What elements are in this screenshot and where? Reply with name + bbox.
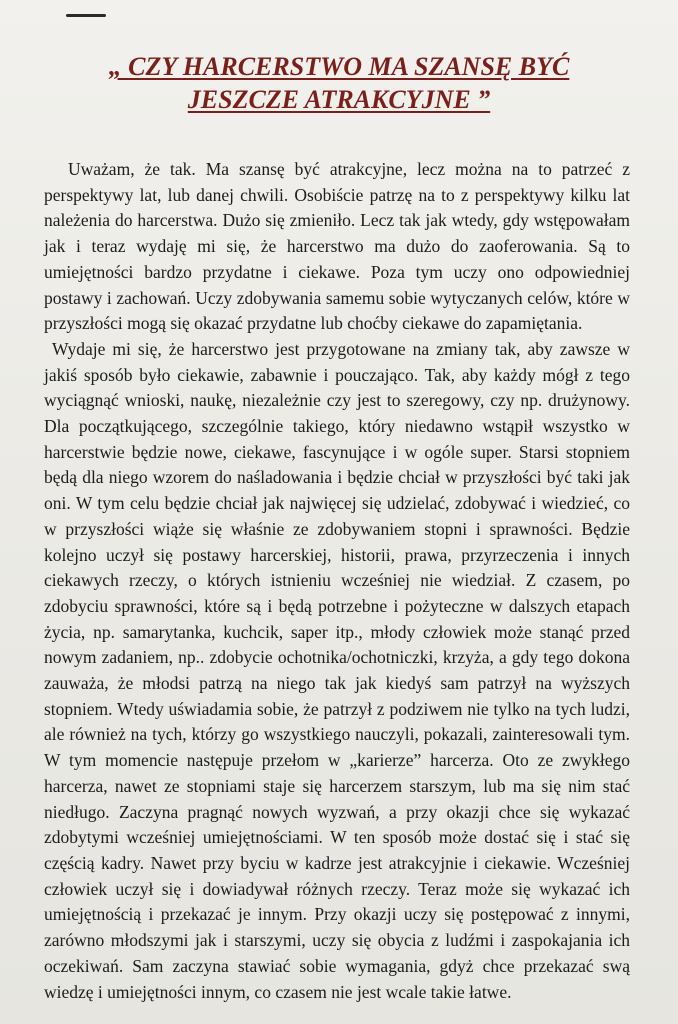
title-line-1: „ CZY HARCERSTWO MA SZANSĘ BYĆ — [108, 52, 570, 81]
title-line-2: JESZCZE ATRAKCYJNE ” — [187, 85, 491, 114]
paragraph: Uważam, że tak. Ma szansę być atrakcyjne, lecz można na to patrzeć z perspektywy lat, lub danej chwili. Osobiście patrzę na to z perspektywy kilku lat należenia do harcerstwa. Dużo się zmieniło. Lecz tak jak wtedy, gdy wstępowałam jak i teraz wydaję mi się, że harcerstwo ma dużo do zaoferowania. Są to umiejętności bardzo przydatne i ciekawe. Poza tym uczy ono odpowiedniej postawy i zachowań. Uczy zdobywania samemu sobie wytyczanych celów, które w przyszłości mogą się okazać przydatne lub choćby ciekawe do zapamiętania. — [44, 159, 630, 334]
document-title — [40, 52, 638, 115]
document-body — [44, 157, 630, 1005]
top-dash-mark — [66, 14, 106, 17]
paragraph: Wydaje mi się, że harcerstwo jest przygotowane na zmiany tak, aby zawsze w jakiś sposób było ciekawie, zabawnie i pouczająco. Tak, aby każdy mógł z tego wyciągnąć wnioski, naukę, niezależnie czy jest to szeregowy, czy np. drużynowy. Dla początkującego, szczególnie takiego, który niedawno wstąpił wszystko w harcerstwie będzie nowe, ciekawe, fascynujące i w ogóle super. Starsi stopniem będą dla niego wzorem do naśladowania i będzie chciał w przyszłości być taki jak oni. W tym celu będzie chciał jak najwięcej się udzielać, zdobywać i wiedzieć, co w przyszłości wiąże się właśnie ze zdobywaniem stopni i sprawności. Będzie kolejno uczył się postawy harcerskiej, historii, prawa, przyrzeczenia i innych ciekawych rzeczy, o których istnieniu wcześniej nie wiedział. Z czasem, po zdobyciu sprawności, które są i będą potrzebne i pożyteczne w dalszych etapach życia, np. samarytanka, kuchcik, saper itp., młody człowiek może stanąć przed nowym zadaniem, np.. zdobycie ochotnika/ochotniczki, krzyża, a gdy tego dokona zauważa, że młodsi patrzą na niego tak jak kiedyś sam patrzył na wyższych stopniem. Wtedy uświadamia sobie, że patrzył z podziwem nie tylko na tych ludzi, ale również na tych, którzy go wszystkiego nauczyli, pokazali, zainteresowali tym. W tym momencie następuje przełom w „karierze” harcerza. Oto ze zwykłego harcerza, nawet ze stopniami staje się harcerzem starszym, lub ma się nim stać niedługo. Zaczyna pragnąć nowych wyzwań, a przy okazji chce się wykazać zdobytymi wcześniej umiejętnościami. W ten sposób może dostać się i stać się częścią kadry. Nawet przy byciu w kadrze jest atrakcyjnie i ciekawie. Wcześniej człowiek uczył się i dowiadywał różnych rzeczy. Teraz może się wykazać ich umiejętnością i przekazać je innym. Przy okazji uczy się postępować z innymi, zarówno młodszymi jak i starszymi, uczy się obycia z ludźmi i zaspokajania ich oczekiwań. Sam zaczyna stawiać sobie wymagania, gdyż chce przekazać swą wiedzę i umiejętności innym, co czasem nie jest wcale takie łatwe. — [44, 338, 630, 1002]
